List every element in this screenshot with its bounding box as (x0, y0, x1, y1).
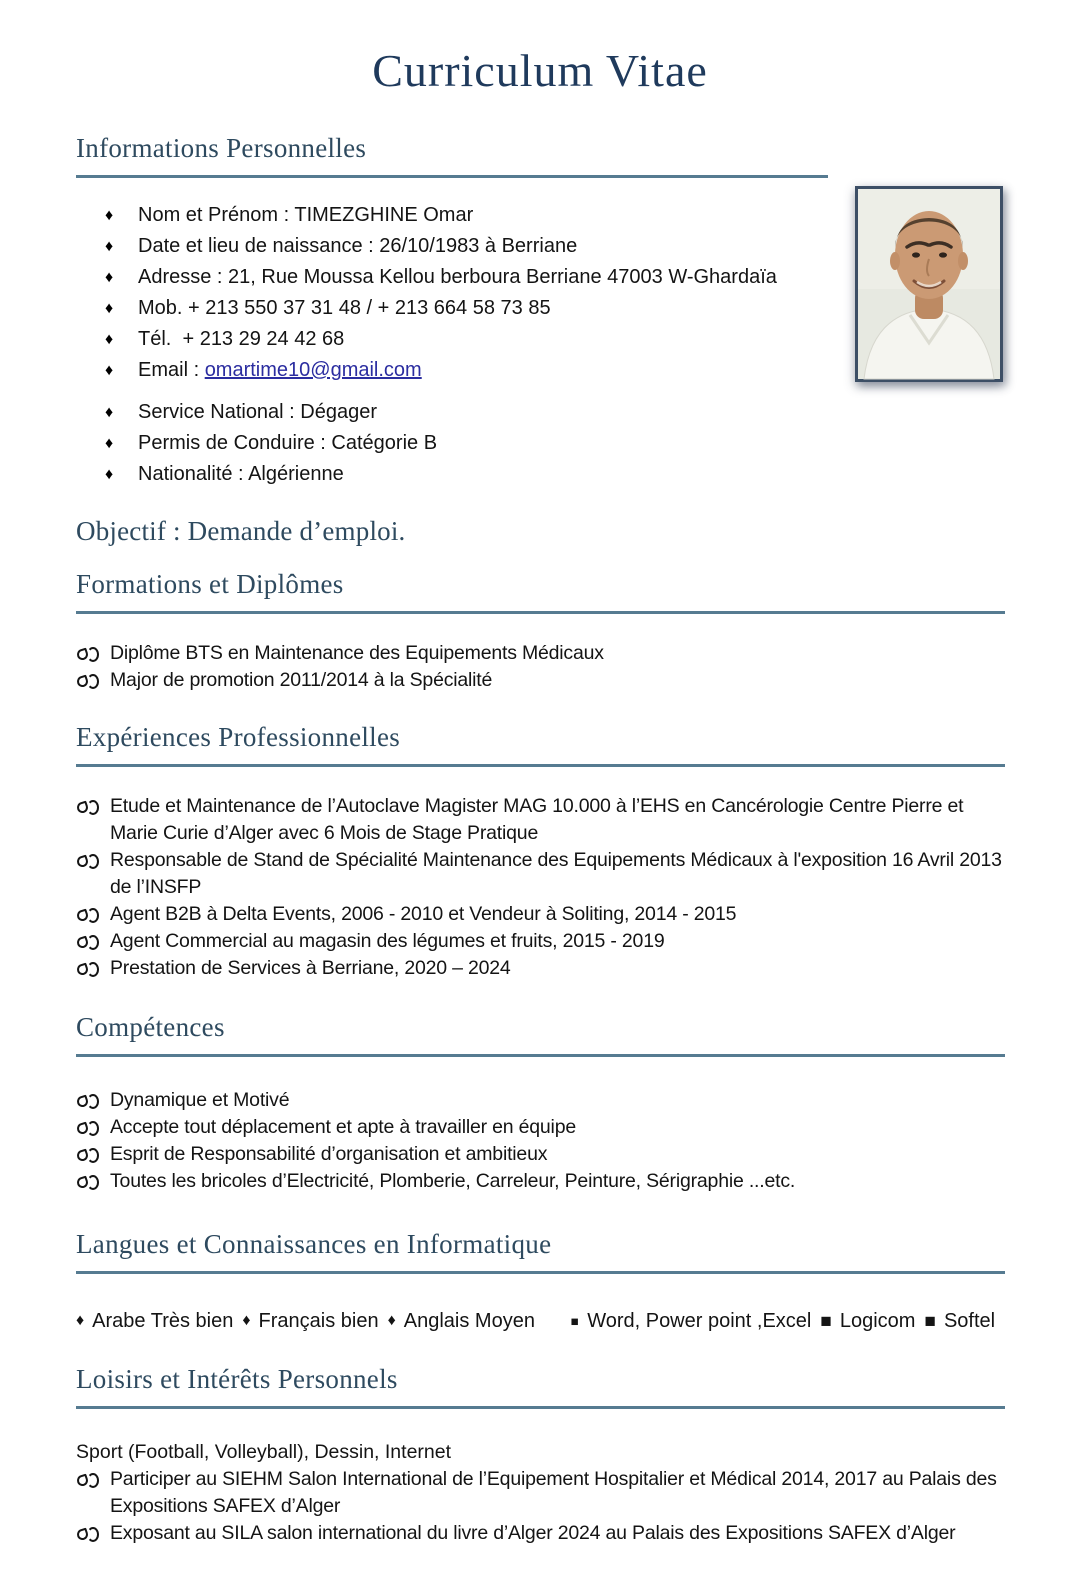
formation-item-text: Diplôme BTS en Maintenance des Equipements Médicaux (110, 642, 604, 664)
list-item-email (76, 355, 846, 386)
experience-item-text: Prestation de Services à Berriane, 2020 – 2024 (110, 957, 511, 979)
formations-list (76, 640, 1005, 694)
language-segment (242, 1310, 378, 1333)
diamond-bullet-icon: ♦ (105, 238, 114, 255)
list-item (76, 1087, 1005, 1114)
loisir-item-text: Participer au SIEHM Salon International de l’Equipement Hospitalier et Médical 2014, 2017 au Palais des Expositions SAFEX d’Alger (110, 1468, 997, 1517)
language-text: Arabe Très bien (92, 1309, 234, 1332)
scroll-bullet-icon (76, 1120, 98, 1135)
diamond-bullet-icon: ♦ (387, 1312, 396, 1329)
scroll-bullet-icon (76, 646, 98, 661)
diamond-bullet-icon: ♦ (105, 466, 114, 483)
personal-item-text: Tél. + 213 29 24 42 68 (138, 328, 345, 350)
software-text: Logicom (839, 1309, 916, 1332)
section-loisirs (76, 1364, 1005, 1547)
list-item (76, 1168, 1005, 1195)
list-item (76, 1114, 1005, 1141)
section-heading-loisirs: Loisirs et Intérêts Personnels (76, 1364, 398, 1394)
list-item (76, 1520, 1005, 1547)
scroll-bullet-icon (76, 907, 98, 922)
scroll-bullet-icon (76, 1093, 98, 1108)
section-heading-formations: Formations et Diplômes (76, 569, 344, 599)
section-heading-personal: Informations Personnelles (76, 133, 367, 163)
scroll-bullet-icon (76, 1147, 98, 1162)
section-heading-experiences: Expériences Professionnelles (76, 722, 401, 752)
list-item (76, 640, 1005, 667)
scroll-bullet-icon (76, 673, 98, 688)
list-item (76, 793, 1005, 847)
diamond-bullet-icon: ♦ (105, 404, 114, 421)
competence-item-text: Toutes les bricoles d’Electricité, Plomberie, Carreleur, Peinture, Sérigraphie ...etc. (110, 1170, 796, 1192)
personal-item-text: Mob. + 213 550 37 31 48 / + 213 664 58 73 85 (138, 297, 551, 319)
software-text: Word, Power point ,Excel (587, 1309, 812, 1332)
list-item (76, 1141, 1005, 1168)
section-rule (76, 611, 1005, 614)
section-rule (76, 175, 828, 178)
page-title: Curriculum Vitae (372, 45, 708, 96)
list-item (76, 847, 1005, 901)
section-rule (76, 1054, 1005, 1057)
experience-item-text: Etude et Maintenance de l’Autoclave Magister MAG 10.000 à l’EHS en Cancérologie Centre Pierre et Marie Curie d’Alger avec 6 Mois de Stage Pratique (110, 795, 964, 844)
competence-item-text: Esprit de Responsabilité d’organisation et ambitieux (110, 1143, 548, 1165)
section-rule (76, 1271, 1005, 1274)
software-segment (820, 1310, 915, 1333)
square-bullet-icon: ■ (924, 1310, 936, 1332)
loisirs-list (76, 1466, 1005, 1547)
section-heading-langues: Langues et Connaissances en Informatique (76, 1229, 552, 1259)
diamond-bullet-icon: ♦ (105, 331, 114, 348)
scroll-bullet-icon (76, 1472, 98, 1487)
cv-page (0, 44, 1080, 1571)
email-link[interactable]: omartime10@gmail.com (204, 359, 422, 381)
list-item (76, 955, 1005, 982)
scroll-bullet-icon (76, 934, 98, 949)
experience-item-text: Agent B2B à Delta Events, 2006 - 2010 et Vendeur à Soliting, 2014 - 2015 (110, 903, 737, 925)
section-formations (76, 569, 1005, 694)
personal-info-list (76, 200, 846, 490)
language-text: Anglais Moyen (403, 1309, 535, 1332)
list-item (76, 928, 1005, 955)
personal-item-text: Permis de Conduire : Catégorie B (138, 432, 438, 454)
list-item (76, 324, 846, 355)
formation-item-text: Major de promotion 2011/2014 à la Spécialité (110, 669, 493, 691)
diamond-bullet-icon: ♦ (105, 300, 114, 317)
personal-item-text: Date et lieu de naissance : 26/10/1983 à Berriane (138, 235, 578, 257)
list-item (76, 1466, 1005, 1520)
scroll-bullet-icon (76, 1174, 98, 1189)
scroll-bullet-icon (76, 853, 98, 868)
section-rule (76, 1406, 1005, 1409)
list-item (76, 667, 1005, 694)
square-bullet-icon: ▪ (569, 1306, 580, 1336)
diamond-bullet-icon: ♦ (105, 207, 114, 224)
language-text: Français bien (258, 1309, 379, 1332)
section-personal (76, 133, 1005, 490)
experiences-list (76, 793, 1005, 982)
loisirs-intro: Sport (Football, Volleyball), Dessin, Internet (76, 1441, 452, 1463)
scroll-bullet-icon (76, 961, 98, 976)
section-langues (76, 1229, 1005, 1334)
diamond-bullet-icon: ♦ (105, 435, 114, 452)
list-item (76, 428, 846, 459)
list-item (76, 231, 846, 262)
personal-item-text: Nom et Prénom : TIMEZGHINE Omar (138, 204, 474, 226)
section-heading-competences: Compétences (76, 1012, 225, 1042)
cv-content (0, 133, 1080, 1547)
diamond-bullet-icon: ♦ (105, 269, 114, 286)
section-competences (76, 1012, 1005, 1195)
personal-item-text: Adresse : 21, Rue Moussa Kellou berboura Berriane 47003 W-Ghardaïa (138, 266, 777, 288)
list-item (76, 901, 1005, 928)
diamond-bullet-icon: ♦ (105, 362, 114, 379)
square-bullet-icon: ■ (820, 1310, 832, 1332)
list-item (76, 459, 846, 490)
objectif-line: Objectif : Demande d’emploi. (76, 516, 406, 546)
competence-item-text: Accepte tout déplacement et apte à travailler en équipe (110, 1116, 576, 1138)
software-text: Softel (943, 1309, 996, 1332)
competence-item-text: Dynamique et Motivé (110, 1089, 290, 1111)
competences-list (76, 1087, 1005, 1195)
list-item (76, 293, 846, 324)
list-item (76, 262, 846, 293)
diamond-bullet-icon: ♦ (242, 1312, 251, 1329)
section-rule (76, 764, 1005, 767)
loisir-item-text: Exposant au SILA salon international du livre d’Alger 2024 au Palais des Expositions SAFEX d’Alger (110, 1522, 956, 1544)
languages-software-row (76, 1308, 1005, 1334)
language-segment (388, 1310, 535, 1333)
personal-item-text: Service National : Dégager (138, 401, 378, 423)
diamond-bullet-icon: ♦ (76, 1312, 85, 1329)
scroll-bullet-icon (76, 799, 98, 814)
list-item (76, 200, 846, 231)
personal-item-text: Nationalité : Algérienne (138, 463, 344, 485)
scroll-bullet-icon (76, 1526, 98, 1541)
experience-item-text: Responsable de Stand de Spécialité Maintenance des Equipements Médicaux à l'exposition 16 Avril 2013 de l’INSFP (110, 849, 1002, 898)
section-experiences (76, 722, 1005, 982)
software-segment (924, 1310, 995, 1333)
experience-item-text: Agent Commercial au magasin des légumes et fruits, 2015 - 2019 (110, 930, 665, 952)
software-segment (570, 1308, 811, 1334)
list-item (76, 397, 846, 428)
email-label: Email : (138, 359, 205, 381)
language-segment (76, 1310, 233, 1333)
